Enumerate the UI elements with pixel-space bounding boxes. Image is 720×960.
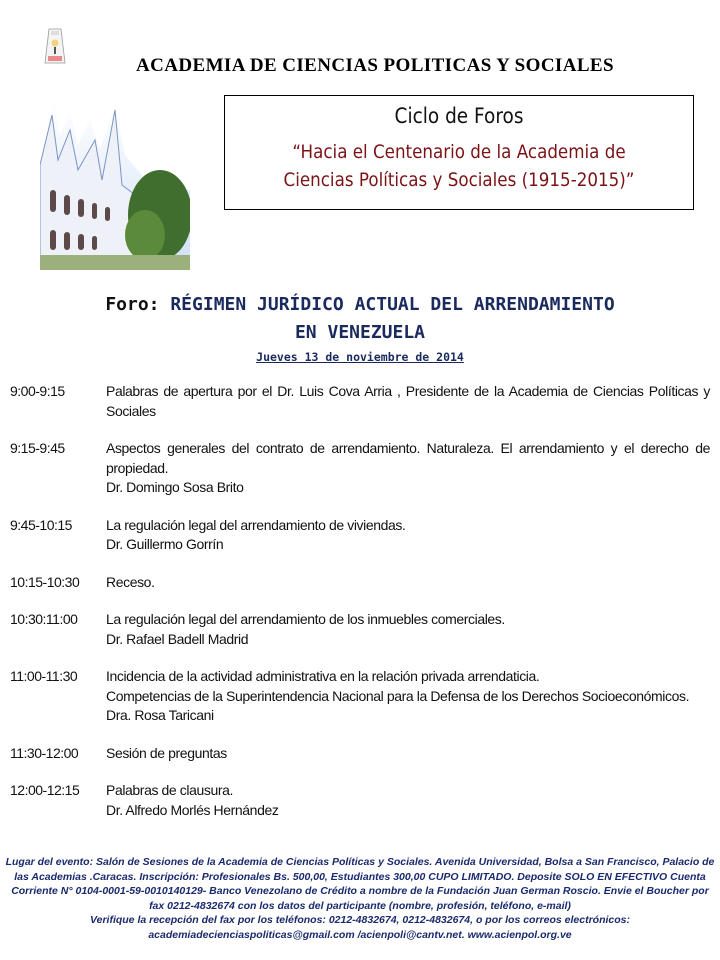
forum-date: Jueves 13 de noviembre de 2014: [256, 350, 464, 364]
agenda-time: 12:00-12:15: [10, 782, 80, 798]
forum-title-line2: EN VENEZUELA: [294, 322, 426, 343]
event-info-footer: [4, 855, 716, 943]
agenda-row: [10, 439, 710, 498]
agenda: [10, 382, 710, 838]
agenda-description: Aspectos generales del contrato de arrendamiento. Naturaleza. El arrendamiento y el derecho de propiedad. Dr. Domingo Sosa Brito: [106, 439, 710, 498]
agenda-description: Palabras de clausura. Dr. Alfredo Morlés Hernández: [106, 781, 710, 820]
forum-cycle-box: [224, 95, 694, 210]
agenda-description: Receso.: [106, 573, 155, 590]
agenda-time: 10:15-10:30: [10, 573, 80, 590]
forum-title-line1: RÉGIMEN JURÍDICO ACTUAL DEL ARRENDAMIENTO: [170, 294, 615, 315]
cycle-title: Ciclo de Foros: [394, 104, 524, 128]
agenda-time: 9:15-9:45: [10, 440, 65, 456]
agenda-time: 11:00-11:30: [10, 668, 78, 684]
forum-prefix: Foro:: [105, 294, 171, 315]
speaker: Dra. Rosa Taricani: [106, 707, 214, 723]
contact-info: academiadecienciaspoliticas@gmail.com /acienpoli@cantv.net. www.acienpol.org.ve: [148, 928, 572, 941]
organization-title: ACADEMIA DE CIENCIAS POLITICAS Y SOCIALES: [136, 55, 614, 76]
agenda-row: [10, 382, 710, 421]
verify-info: Verifique la recepción del fax por los teléfonos: 0212-4832674, 0212-4832674, o por los correos electrónicos:: [89, 914, 630, 927]
agenda-time: 10:30:11:00: [10, 611, 78, 627]
agenda-description: Incidencia de la actividad administrativa en la relación privada arrendaticia. Competencias de la Superintendencia Nacional para la Defensa de los Derechos Socioeconómicos. Dra. Rosa Taricani: [106, 667, 710, 726]
forum-heading: [0, 291, 720, 347]
agenda-description: La regulación legal del arrendamiento de los inmuebles comerciales. Dr. Rafael Badell Madrid: [106, 610, 710, 649]
speaker: Dr. Alfredo Morlés Hernández: [106, 801, 279, 818]
cycle-subtitle: [253, 138, 665, 194]
agenda-time: 11:30-12:00: [10, 744, 79, 761]
agenda-row: [10, 667, 710, 726]
speaker: Dr. Guillermo Gorrín: [106, 536, 224, 552]
agenda-row: [10, 573, 710, 593]
agenda-description: Palabras de apertura por el Dr. Luis Cova Arria , Presidente de la Academia de Ciencias Políticas y Sociales: [106, 383, 710, 419]
cycle-subtitle-line1: “Hacia el Centenario de la Academia de: [292, 141, 626, 163]
palacio-de-las-academias-photo: [40, 95, 190, 270]
agenda-description: La regulación legal del arrendamiento de viviendas. Dr. Guillermo Gorrín: [106, 516, 710, 555]
agenda-row: [10, 610, 710, 649]
agenda-row: [10, 744, 710, 764]
speaker: Dr. Domingo Sosa Brito: [106, 479, 244, 495]
agenda-time: 9:00-9:15: [10, 383, 65, 399]
agenda-time: 9:45-10:15: [10, 516, 72, 533]
agenda-description: Sesión de preguntas: [106, 744, 227, 761]
agenda-row: [10, 516, 710, 555]
venue-info: Lugar del evento: Salón de Sesiones de la Academia de Ciencias Políticas y Sociales. Avenida Universidad, Bolsa a San Francisco, Palacio de las Academias .Caracas. Inscripción: Profesionales Bs. 500,00, Estudiantes 300,00 CUPO LIMITADO. Deposite SOLO EN EFECTIVO Cuenta Corriente N° 0104-0001-59-0010140129- Banco Venezolano de Crédito a nombre de la Fundación Juan German Roscio. Envie el Boucher por fax 0212-4832674 con los datos del participante (nombre, profesión, teléfono, e-mail): [5, 856, 715, 912]
agenda-row: [10, 781, 710, 820]
speaker: Dr. Rafael Badell Madrid: [106, 630, 249, 647]
cycle-subtitle-line2: Ciencias Políticas y Sociales (1915-2015)”: [283, 169, 635, 191]
